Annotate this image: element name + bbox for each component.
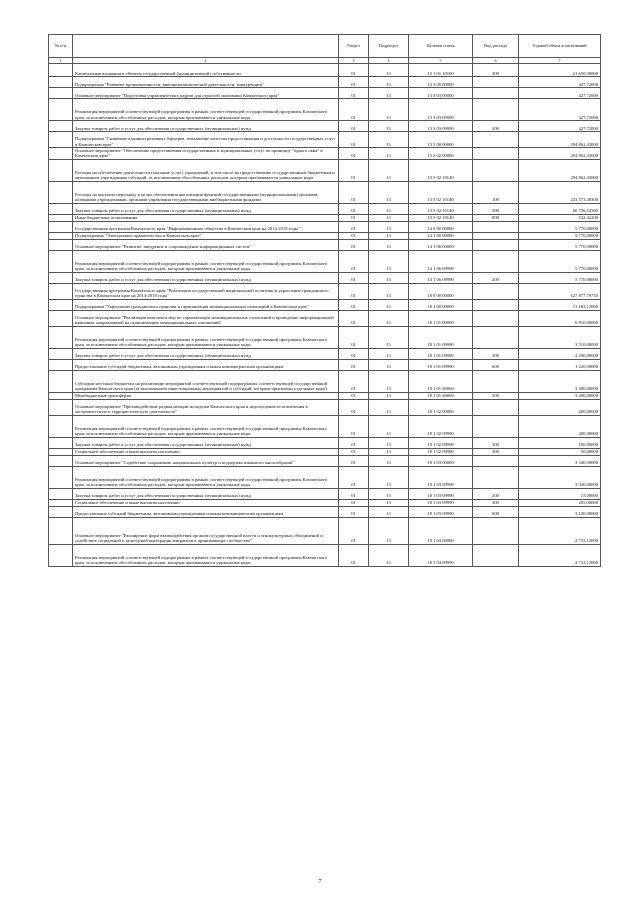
cell-target: 13 3 03 09990 [409, 121, 473, 132]
table-row [49, 88, 601, 99]
table-row [49, 272, 601, 283]
cell-type [473, 77, 519, 88]
cell-target: 18 1 01 09990 [409, 348, 473, 359]
cell-name: Реализация мероприятий соответствующей подпрограммы в рамках соответствующей государственной программы Камчатского края, за исключением обособленных расходов, которым присваиваются уникальные коды [73, 466, 339, 488]
cell-name: Расходы на выплаты персоналу в целях обеспечения выполнения функций государственными (муниципальными) органами, казенными учреждениями, органами управления государственными внебюджетными фондами [73, 181, 339, 203]
cell-target: 13 5 02 10140 [409, 159, 473, 181]
cell-name: Государственная программа Камчатского края "Информационное общество в Камчатском крае на 2014-2018 годы" [73, 221, 339, 232]
cell-name: Государственная программа Камчатского края "Реализация государственной национальной политики и укрепление гражданского единства в Камчатском крае на 2014-2018 годы" [73, 283, 339, 299]
table-row [49, 488, 601, 499]
cell-name: Закупка товаров, работ и услуг для обеспечения государственных (муниципальных) нужд [73, 437, 339, 448]
table-row [49, 392, 601, 399]
cell-no [49, 517, 73, 544]
column-index: 3 [339, 58, 369, 64]
cell-name: Подпрограмма "Снижение административных барьеров, повышение качества предоставления и доступности государственных услуг в Камчатском крае" [73, 132, 339, 148]
cell-no [49, 181, 73, 203]
cell-no [49, 326, 73, 348]
cell-name: Подпрограмма "Развитие промышленности, внешнеэкономической деятельности, конкуренции" [73, 77, 339, 88]
cell-amount: 427,72000 [519, 88, 601, 99]
cell-subsection: 13 [369, 203, 409, 214]
cell-amount: 50,00000 [519, 448, 601, 455]
cell-target: 18 1 02 09990 [409, 448, 473, 455]
cell-subsection: 13 [369, 221, 409, 232]
table-row [49, 77, 601, 88]
cell-no [49, 148, 73, 160]
cell-target: 13 3 03 09990 [409, 99, 473, 121]
cell-subsection: 13 [369, 506, 409, 517]
table-row [49, 250, 601, 272]
cell-amount: 3 400,00000 [519, 370, 601, 392]
table-row [49, 437, 601, 448]
table-row [49, 121, 601, 132]
cell-no [49, 499, 73, 506]
cell-subsection: 13 [369, 399, 409, 415]
table-row [49, 221, 601, 232]
cell-no [49, 544, 73, 566]
table-row [49, 326, 601, 348]
cell-target: 13 5 00 00000 [409, 132, 473, 148]
cell-target: 18 1 02 09990 [409, 437, 473, 448]
cell-type [473, 99, 519, 121]
cell-section: 01 [339, 77, 369, 88]
cell-amount: 427,72000 [519, 77, 601, 88]
table-row [49, 299, 601, 310]
cell-type [473, 415, 519, 437]
cell-target: 13 1 01 10160 [409, 64, 473, 77]
cell-type: 100 [473, 181, 519, 203]
cell-target: 13 3 00 00000 [409, 77, 473, 88]
cell-amount: 5 770,00000 [519, 250, 601, 272]
cell-section: 01 [339, 455, 369, 466]
table-row [49, 203, 601, 214]
cell-no [49, 64, 73, 77]
cell-no [49, 88, 73, 99]
cell-no [49, 299, 73, 310]
cell-type [473, 310, 519, 326]
header-expense-type: Вид расхода [473, 35, 519, 58]
cell-subsection: 13 [369, 239, 409, 250]
cell-name: Закупка товаров, работ и услуг для обеспечения государственных (муниципальных) нужд [73, 121, 339, 132]
cell-type [473, 239, 519, 250]
cell-subsection: 13 [369, 437, 409, 448]
cell-name: Реализация мероприятий соответствующей подпрограммы в рамках соответствующей государственной программы Камчатского края, за исключением обособленных расходов, которым присваиваются уникальные коды [73, 250, 339, 272]
cell-no [49, 283, 73, 299]
cell-amount: 2 733,12000 [519, 517, 601, 544]
cell-amount: 3 400,00000 [519, 392, 601, 399]
cell-type: 200 [473, 348, 519, 359]
budget-sheet [48, 34, 600, 567]
cell-name: Основное мероприятие "Обеспечение предоставления государственных и муниципальных услуг по принципу "одного окна" в Камчатском крае" [73, 148, 339, 160]
cell-name: Реализация мероприятий соответствующей подпрограммы в рамках соответствующей государственной программы Камчатского края, за исключением обособленных расходов, которым присваиваются уникальные коды [73, 326, 339, 348]
cell-target: 13 5 02 00000 [409, 148, 473, 160]
cell-section: 01 [339, 499, 369, 506]
cell-section: 01 [339, 488, 369, 499]
table-row [49, 466, 601, 488]
cell-name: Социальное обеспечение и иные выплаты населению [73, 448, 339, 455]
cell-name: Предоставление субсидий бюджетным, автономным учреждениям и иным некоммерческим организациям [73, 359, 339, 370]
cell-target: 18 1 04 00000 [409, 517, 473, 544]
cell-no [49, 250, 73, 272]
cell-subsection: 13 [369, 77, 409, 88]
cell-type: 200 [473, 272, 519, 283]
cell-type [473, 159, 519, 181]
cell-name: Реализация мероприятий соответствующей подпрограммы в рамках соответствующей государственной программы Камчатского края, за исключением обособленных расходов, которым присваиваются уникальные коды [73, 99, 339, 121]
cell-name: Социальное обеспечение и иные выплаты населению [73, 499, 339, 506]
table-row [49, 99, 601, 121]
cell-no [49, 455, 73, 466]
table-row [49, 283, 601, 299]
cell-type [473, 466, 519, 488]
cell-type [473, 517, 519, 544]
cell-target: 18 1 01 40060 [409, 392, 473, 399]
cell-subsection: 13 [369, 121, 409, 132]
cell-no [49, 466, 73, 488]
header-amount: Годовой объем ассигнований [519, 35, 601, 58]
cell-target: 18 1 02 00000 [409, 399, 473, 415]
column-index: 2 [73, 58, 339, 64]
cell-section: 01 [339, 399, 369, 415]
cell-section: 01 [339, 272, 369, 283]
cell-amount: 5 770,00000 [519, 232, 601, 239]
cell-subsection: 13 [369, 392, 409, 399]
header-subsection: Подраздел [369, 35, 409, 58]
table-row [49, 415, 601, 437]
cell-subsection: 13 [369, 544, 409, 566]
column-index: 6 [473, 58, 519, 64]
cell-subsection: 13 [369, 348, 409, 359]
cell-section: 01 [339, 99, 369, 121]
cell-section: 01 [339, 415, 369, 437]
cell-subsection: 13 [369, 99, 409, 121]
cell-no [49, 392, 73, 399]
cell-section: 01 [339, 392, 369, 399]
table-row [49, 359, 601, 370]
cell-section: 01 [339, 121, 369, 132]
cell-name: Реализация мероприятий соответствующей подпрограммы в рамках соответствующей государственной программы Камчатского края, за исключением обособленных расходов, которым присваиваются уникальные коды [73, 544, 339, 566]
cell-section: 01 [339, 221, 369, 232]
cell-type [473, 455, 519, 466]
cell-section: 01 [339, 359, 369, 370]
cell-name: Основное мероприятие "Развитие, внедрение и сопровождение информационных систем" [73, 239, 339, 250]
cell-type [473, 283, 519, 299]
cell-section: 01 [339, 326, 369, 348]
cell-no [49, 506, 73, 517]
cell-name: Подпрограмма "Электронное правительство в Камчатском крае" [73, 232, 339, 239]
cell-type [473, 299, 519, 310]
column-index: 4 [369, 58, 409, 64]
cell-type [473, 88, 519, 99]
cell-type: 200 [473, 488, 519, 499]
cell-target: 18 1 01 09990 [409, 359, 473, 370]
cell-amount: 1 220,00000 [519, 359, 601, 370]
cell-type [473, 232, 519, 239]
cell-no [49, 214, 73, 221]
cell-subsection: 13 [369, 283, 409, 299]
cell-target: 18 1 03 00000 [409, 455, 473, 466]
cell-no [49, 239, 73, 250]
cell-section: 01 [339, 370, 369, 392]
cell-type [473, 326, 519, 348]
cell-target: 18 1 01 00000 [409, 310, 473, 326]
cell-type: 200 [473, 121, 519, 132]
cell-section: 01 [339, 544, 369, 566]
cell-no [49, 370, 73, 392]
cell-type [473, 544, 519, 566]
cell-subsection: 13 [369, 214, 409, 221]
cell-amount: 532,42200 [519, 214, 601, 221]
cell-subsection: 13 [369, 64, 409, 77]
cell-no [49, 203, 73, 214]
cell-type [473, 370, 519, 392]
cell-amount: 2 290,00000 [519, 348, 601, 359]
cell-amount: 5 770,00000 [519, 221, 601, 232]
cell-section: 01 [339, 517, 369, 544]
cell-name: Иные бюджетные ассигнования [73, 214, 339, 221]
cell-amount: 6 910,00000 [519, 310, 601, 326]
cell-type [473, 132, 519, 148]
cell-section: 01 [339, 466, 369, 488]
cell-target: 14 1 00 00000 [409, 232, 473, 239]
cell-no [49, 437, 73, 448]
cell-subsection: 13 [369, 517, 409, 544]
cell-type: 800 [473, 214, 519, 221]
cell-name: Закупка товаров, работ и услуг для обеспечения государственных (муниципальных) нужд [73, 203, 339, 214]
cell-amount: 127 877,79735 [519, 283, 601, 299]
cell-subsection: 13 [369, 310, 409, 326]
cell-target: 18 1 03 09990 [409, 488, 473, 499]
cell-subsection: 13 [369, 148, 409, 160]
cell-no [49, 121, 73, 132]
column-index: 7 [519, 58, 601, 64]
cell-type: 300 [473, 448, 519, 455]
cell-no [49, 310, 73, 326]
cell-section: 01 [339, 88, 369, 99]
header-name [73, 35, 339, 58]
table-row [49, 132, 601, 148]
cell-subsection: 13 [369, 370, 409, 392]
cell-target: 18 1 03 09990 [409, 499, 473, 506]
cell-section: 01 [339, 448, 369, 455]
cell-amount: 5 770,00000 [519, 239, 601, 250]
table-row [49, 310, 601, 326]
cell-target: 14 1 06 09990 [409, 272, 473, 283]
budget-table [48, 34, 601, 567]
cell-no [49, 448, 73, 455]
cell-name: Капитальные вложения в объекты государственной (муниципальной) собственности [73, 64, 339, 77]
cell-target: 18 1 03 09990 [409, 466, 473, 488]
cell-target: 18 1 03 09990 [409, 506, 473, 517]
cell-name: Подпрограмма "Укрепление гражданского единства и гармонизация межнациональных отношений в Камчатском крае" [73, 299, 339, 310]
cell-amount: 3 120,00000 [519, 506, 601, 517]
cell-no [49, 415, 73, 437]
cell-name: Реализация мероприятий соответствующей подпрограммы в рамках соответствующей государственной программы Камчатского края, за исключением обособленных расходов, которым присваиваются уникальные коды [73, 415, 339, 437]
cell-type: 600 [473, 359, 519, 370]
cell-type: 500 [473, 392, 519, 399]
cell-amount: 3 340,00000 [519, 455, 601, 466]
cell-subsection: 13 [369, 359, 409, 370]
cell-amount: 200,00000 [519, 415, 601, 437]
table-row [49, 499, 601, 506]
cell-section: 01 [339, 159, 369, 181]
cell-subsection: 13 [369, 132, 409, 148]
cell-type [473, 221, 519, 232]
cell-type: 600 [473, 506, 519, 517]
cell-name: Субсидии местным бюджетам на реализацию мероприятий соответствующей подпрограммы соответствующей государственной программы Камчатского края (за исключением инвестиционных мероприятий и субсидий, которым присвоены отдельные коды) [73, 370, 339, 392]
cell-type [473, 250, 519, 272]
cell-amount: 294 862,43000 [519, 148, 601, 160]
cell-amount: 3 510,00000 [519, 326, 601, 348]
table-row [49, 64, 601, 77]
cell-subsection: 13 [369, 488, 409, 499]
table-row [49, 399, 601, 415]
cell-section: 01 [339, 132, 369, 148]
table-row [49, 544, 601, 566]
table-row [49, 370, 601, 392]
table-row [49, 506, 601, 517]
cell-no [49, 488, 73, 499]
cell-amount: 3 340,00000 [519, 466, 601, 488]
cell-no [49, 132, 73, 148]
cell-amount: 200,00000 [519, 399, 601, 415]
cell-type [473, 148, 519, 160]
page-number: 7 [318, 879, 322, 885]
column-index: 1 [49, 58, 73, 64]
cell-target: 13 3 03 00000 [409, 88, 473, 99]
cell-type [473, 399, 519, 415]
table-row [49, 148, 601, 160]
cell-no [49, 359, 73, 370]
cell-amount: 233 573,48300 [519, 181, 601, 203]
cell-name: Основное мероприятие "Противодействие радикализации молодежи Камчатского края и недопущение ее вовлечения в экстремистскую и террористическую деятельность" [73, 399, 339, 415]
cell-target: 18 1 02 09990 [409, 415, 473, 437]
cell-type: 300 [473, 499, 519, 506]
cell-name: Расходы на обеспечение деятельности (оказание услуг) учреждений, в том числе на предоставление государственным бюджетным и автономным учреждениям субсидий, за исключением обособленных расходов, которым присваиваются уникальные коды [73, 159, 339, 181]
cell-name: Основное мероприятие "Расширение форм взаимодействия органов государственной власти и этнокультурных объединений и содействие социальной и культурной интеграции мигрантов в принимающее сообщество" [73, 517, 339, 544]
cell-amount: 21 650,00000 [519, 64, 601, 77]
table-row [49, 181, 601, 203]
table-row [49, 159, 601, 181]
cell-target: 13 5 02 10140 [409, 214, 473, 221]
cell-amount: 13 183,12000 [519, 299, 601, 310]
cell-type: 200 [473, 437, 519, 448]
cell-section: 01 [339, 310, 369, 326]
cell-target: 13 5 02 10140 [409, 203, 473, 214]
cell-name: Закупка товаров, работ и услуг для обеспечения государственных (муниципальных) нужд [73, 348, 339, 359]
cell-section: 01 [339, 283, 369, 299]
cell-target: 18 1 00 00000 [409, 299, 473, 310]
cell-subsection: 13 [369, 455, 409, 466]
table-header-row [49, 35, 601, 58]
cell-section: 01 [339, 232, 369, 239]
cell-no [49, 348, 73, 359]
cell-no [49, 77, 73, 88]
cell-section: 01 [339, 506, 369, 517]
cell-target: 14 0 00 00000 [409, 221, 473, 232]
cell-section: 01 [339, 181, 369, 203]
cell-subsection: 13 [369, 466, 409, 488]
cell-no [49, 221, 73, 232]
cell-section: 01 [339, 214, 369, 221]
cell-section: 01 [339, 299, 369, 310]
cell-section: 01 [339, 203, 369, 214]
cell-name: Основное мероприятие "Подготовка управленческих кадров для отраслей экономики Камчатского края" [73, 88, 339, 99]
header-section: Раздел [339, 35, 369, 58]
table-row [49, 239, 601, 250]
cell-amount: 205,00000 [519, 499, 601, 506]
cell-subsection: 13 [369, 232, 409, 239]
cell-target: 13 5 02 10140 [409, 181, 473, 203]
cell-section: 01 [339, 348, 369, 359]
cell-amount: 2 733,12000 [519, 544, 601, 566]
cell-name: Закупка товаров, работ и услуг для обеспечения государственных (муниципальных) нужд [73, 272, 339, 283]
cell-subsection: 13 [369, 159, 409, 181]
cell-no [49, 99, 73, 121]
cell-section: 01 [339, 64, 369, 77]
cell-subsection: 13 [369, 250, 409, 272]
cell-subsection: 13 [369, 272, 409, 283]
cell-target: 14 1 06 09990 [409, 250, 473, 272]
cell-subsection: 13 [369, 448, 409, 455]
table-body [49, 64, 601, 567]
cell-amount: 5 770,00000 [519, 272, 601, 283]
cell-name: Предоставление субсидий бюджетным, автономным учреждениям и иным некоммерческим организациям [73, 506, 339, 517]
table-row [49, 517, 601, 544]
cell-name: Основное мероприятие "Содействие сохранению национальных культур и поддержка языкового многообразия" [73, 455, 339, 466]
cell-amount: 15,00000 [519, 488, 601, 499]
cell-target: 14 1 06 00000 [409, 239, 473, 250]
header-target: Целевая статья [409, 35, 473, 58]
cell-subsection: 13 [369, 299, 409, 310]
cell-subsection: 13 [369, 326, 409, 348]
cell-subsection: 13 [369, 181, 409, 203]
table-row [49, 455, 601, 466]
table-row [49, 232, 601, 239]
table-row [49, 348, 601, 359]
cell-amount: 150,00000 [519, 437, 601, 448]
cell-amount: 427,72000 [519, 99, 601, 121]
cell-no [49, 399, 73, 415]
table-row [49, 448, 601, 455]
cell-name: Закупка товаров, работ и услуг для обеспечения государственных (муниципальных) нужд [73, 488, 339, 499]
cell-no [49, 272, 73, 283]
column-index: 5 [409, 58, 473, 64]
cell-target: 18 1 01 09990 [409, 326, 473, 348]
cell-section: 01 [339, 239, 369, 250]
cell-name: Основное мероприятие "Реализация комплекса мер по гармонизации межнациональных отношений и проведение информационной кампании, направленной на гармонизацию межнациональных отношений" [73, 310, 339, 326]
cell-subsection: 13 [369, 415, 409, 437]
table-row [49, 214, 601, 221]
header-no: № п/п [49, 35, 73, 58]
cell-amount: 294 862,43000 [519, 132, 601, 148]
cell-target: 18 0 00 00000 [409, 283, 473, 299]
cell-no [49, 159, 73, 181]
cell-target: 18 1 01 40060 [409, 370, 473, 392]
cell-amount: 60 756,52500 [519, 203, 601, 214]
cell-section: 01 [339, 437, 369, 448]
cell-amount: 427,72000 [519, 121, 601, 132]
cell-target: 18 1 04 09990 [409, 544, 473, 566]
cell-amount: 294 862,43000 [519, 159, 601, 181]
cell-no [49, 232, 73, 239]
cell-section: 01 [339, 148, 369, 160]
cell-section: 01 [339, 250, 369, 272]
cell-subsection: 13 [369, 88, 409, 99]
cell-name: Межбюджетные трансферты [73, 392, 339, 399]
cell-type: 400 [473, 64, 519, 77]
cell-type: 200 [473, 203, 519, 214]
cell-subsection: 13 [369, 499, 409, 506]
